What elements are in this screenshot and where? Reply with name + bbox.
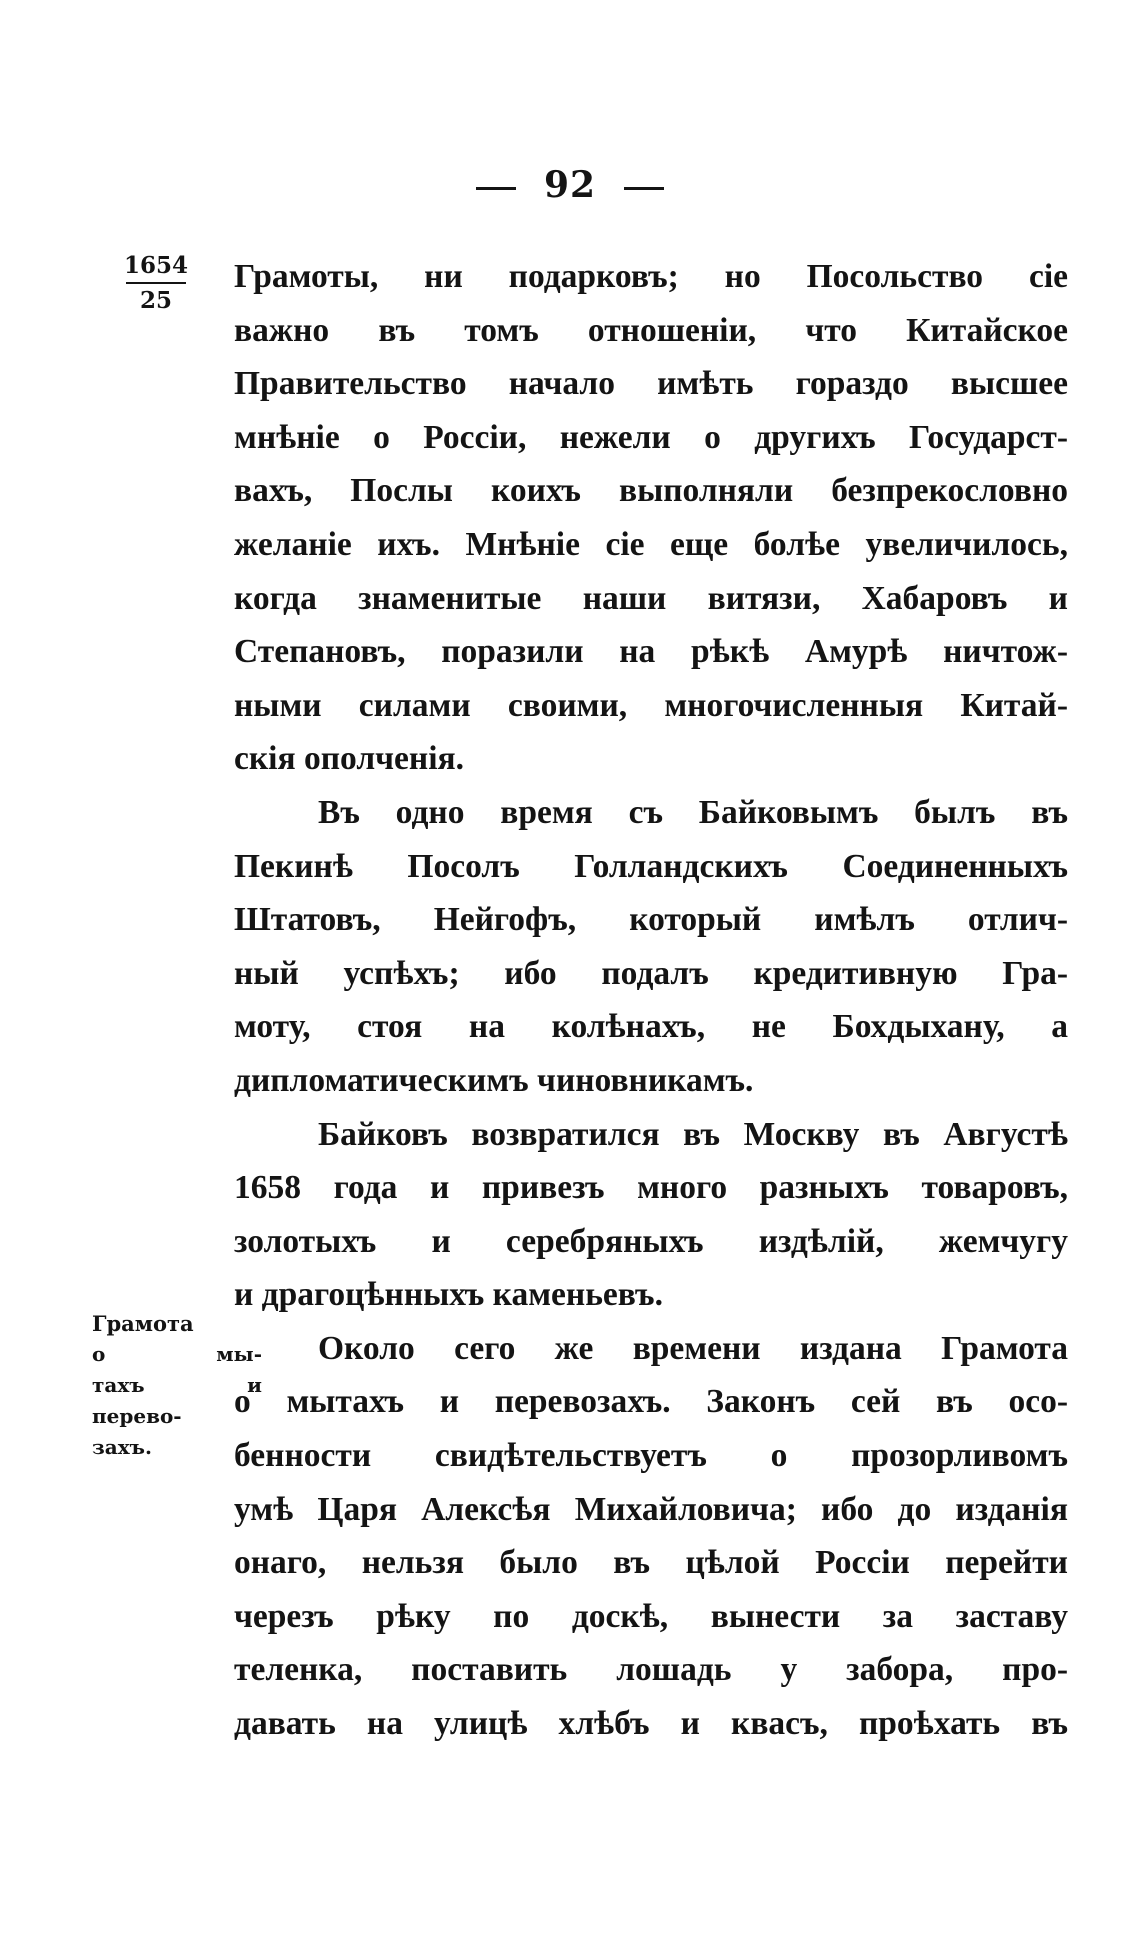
side-note-line: о мы- — [92, 1342, 262, 1366]
text-line: онаго, нельзя было въ цѣлой Россіи перейти — [234, 1544, 1068, 1582]
text-line: когда знаменитые наши витязи, Хабаровъ и — [234, 579, 1068, 617]
text-line: вахъ, Послы коихъ выполняли безпрекословно — [234, 472, 1068, 510]
margin-year-rule — [126, 282, 186, 284]
text-line: скія ополченія. — [234, 740, 465, 778]
side-note-line: тахъ и — [92, 1373, 262, 1397]
paragraph-4 — [234, 1322, 1068, 1751]
paragraph-1 — [234, 250, 1068, 786]
text-line: ными силами своими, многочисленныя Китай- — [234, 686, 1068, 724]
text-line: о мытахъ и перевозахъ. Законъ сей въ осо- — [234, 1383, 1068, 1421]
text-line: мнѣніе о Россіи, нежели о другихъ Государст- — [234, 418, 1068, 456]
body-text — [234, 250, 1068, 1751]
text-line: важно въ томъ отношеніи, что Китайское — [234, 311, 1068, 349]
margin-year-note — [122, 254, 190, 312]
text-line: Пекинѣ Посолъ Голландскихъ Соединенныхъ — [234, 847, 1068, 885]
text-line: Правительство начало имѣть гораздо высшее — [234, 365, 1068, 403]
text-line: моту, стоя на колѣнахъ, не Бохдыхану, а — [234, 1008, 1068, 1046]
margin-year-top: 1654 — [123, 252, 188, 279]
text-line: Байковъ возвратился въ Москву въ Августѣ — [318, 1115, 1068, 1153]
paragraph-2 — [234, 786, 1068, 1108]
margin-year-bottom: 25 — [139, 287, 172, 314]
right-dash-ornament — [624, 187, 664, 190]
side-note-line: перево- — [92, 1404, 182, 1428]
text-line: ный успѣхъ; ибо подалъ кредитивную Гра- — [234, 954, 1068, 992]
text-line: черезъ рѣку по доскѣ, вынести за заставу — [234, 1597, 1068, 1635]
paragraph-3 — [234, 1108, 1068, 1322]
text-line: золотыхъ и серебряныхъ издѣлій, жемчугу — [234, 1222, 1068, 1260]
text-line: давать на улицѣ хлѣбъ и квасъ, проѣхать въ — [234, 1705, 1068, 1743]
text-line: Около сего же времени издана Грамота — [318, 1329, 1068, 1367]
side-note-line: Грамота — [92, 1311, 194, 1336]
text-line: 1658 года и привезъ много разныхъ товаровъ, — [234, 1169, 1068, 1207]
page-number-header — [0, 164, 1140, 206]
text-line: бенности свидѣтельствуетъ о прозорливомъ — [234, 1437, 1068, 1475]
text-line: дипломатическимъ чиновникамъ. — [234, 1061, 754, 1099]
text-line: умѣ Царя Алексѣя Михайловича; ибо до изданія — [234, 1490, 1068, 1528]
text-line: Степановъ, поразили на рѣкѣ Амурѣ ничтож- — [234, 633, 1068, 671]
page-number: 92 — [543, 164, 597, 206]
side-note-line: захъ. — [92, 1435, 152, 1459]
text-line: Въ одно время съ Байковымъ былъ въ — [318, 793, 1068, 831]
text-line: Штатовъ, Нейгофъ, который имѣлъ отлич- — [234, 901, 1068, 939]
text-line: желаніе ихъ. Мнѣніе сіе еще болѣе увеличилось, — [234, 525, 1068, 563]
left-dash-ornament — [476, 187, 516, 190]
text-line: и драгоцѣнныхъ каменьевъ. — [234, 1276, 663, 1314]
text-line: Грамоты, ни подарковъ; но Посольство сіе — [234, 258, 1068, 295]
text-line: теленка, поставить лошадь у забора, про- — [234, 1651, 1068, 1689]
